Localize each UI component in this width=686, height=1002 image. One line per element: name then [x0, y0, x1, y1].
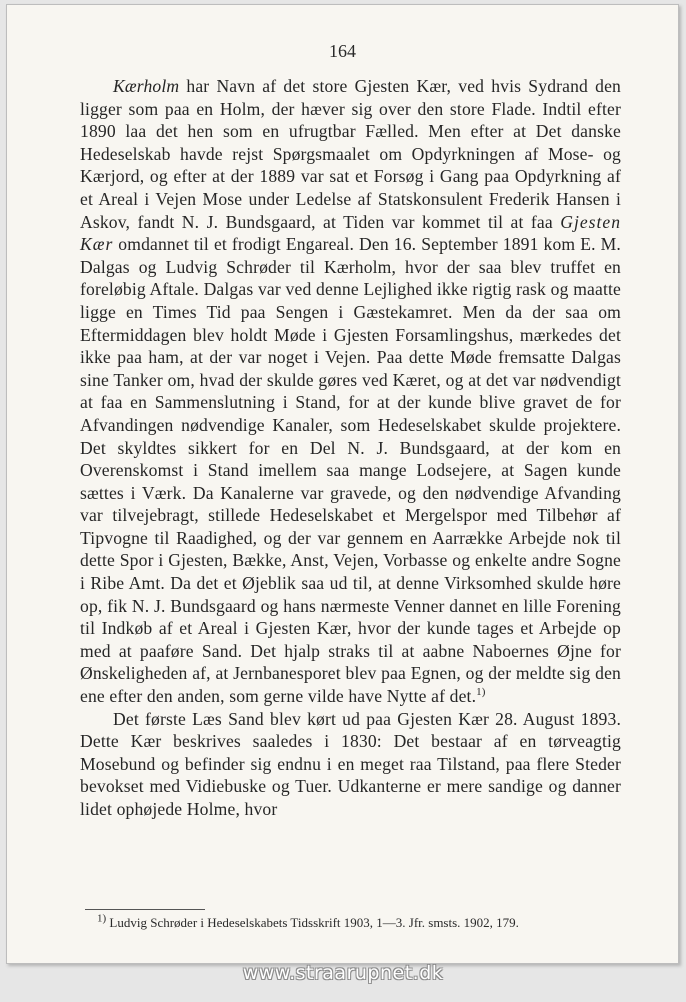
footnote-mark: 1) [97, 912, 107, 925]
paragraph-1 [80, 75, 621, 708]
page-number: 164 [329, 41, 356, 61]
footnote-reference: 1) [476, 686, 486, 699]
footnote-divider [85, 909, 205, 910]
paragraph-1-lead: Kærholm [113, 76, 180, 96]
paragraph-1-text-a: har Navn af det store Gjesten Kær, ved hvis Sydrand den ligger som paa en Holm, der hæver sig over den store Flade. Indtil efter 1890 laa det hen som en ufrugtbar Fælled. Men efter at Det danske Hedeselskab havde rejst Spørgsmaalet om Opdyrkningen af Mose- og Kærjord, og efter at der 1889 var sat et Forsøg i Gang paa Opdyrkning af et Areal i Vejen Mose under Ledelse af Statskonsulent Frederik Hansen i Askov, fandt N. J. Bundsgaard, at Tiden var kommet til at faa [80, 76, 621, 232]
book-page [6, 4, 679, 964]
paragraph-2: Det første Læs Sand blev kørt ud paa Gjesten Kær 28. August 1893. Dette Kær beskrives saaledes i 1830: Det bestaar af en tørveagtig Mosebund og befinder sig endnu i en meget raa Tilstand, paa flere Steder bevokset med Vidiebuske og Tuer. Udkanterne er mere sandige og danner lidet ophøjede Holme, hvor [80, 708, 621, 819]
footnote [85, 914, 625, 931]
body-text [80, 75, 621, 821]
site-watermark: www.straarupnet.dk [242, 962, 444, 984]
paragraph-1-emphasis: Gjesten Kær [80, 211, 621, 255]
footnote-text: Ludvig Schrøder i Hedeselskabets Tidsskrift 1903, 1—3. Jfr. smsts. 1902, 179. [106, 915, 519, 930]
paragraph-1-text-b: omdannet til et frodigt Engareal. Den 16. September 1891 kom E. M. Dalgas og Ludvig Schrøder til Kærholm, hvor der saa blev truffet en foreløbig Aftale. Dalgas var ved denne Lejlighed ikke rigtig rask og maatte ligge en Times Tid paa Sengen i Gæstekamret. Men da der saa om Eftermiddagen blev holdt Møde i Gjesten Forsamlingshus, mærkedes det ikke paa ham, at der var noget i Vejen. Paa dette Møde fremsatte Dalgas sine Tanker om, hvad der skulde gøres ved Kæret, og at det var nødvendigt at faa en Sammenslutning i Stand, for at der kunde blive gravet de for Afvandingen nødvendige Kanaler, som Hedeselskabet skulde projektere. Det skyldtes sikkert for en Del N. J. Bundsgaard, at der kom en Overenskomst i Stand imellem saa mange Lodsejere, at Sagen kunde sættes i Værk. Da Kanalerne var gravede, og den nødvendige Afvanding var tilvejebragt, stillede Hedeselskabet et Mergelspor med Tilbehør af Tipvogne til Raadighed, og der var gennem en Aarrække Arbejde nok til dette Spor i Gjesten, Bække, Anst, Vejen, Vorbasse og enkelte andre Sogne i Ribe Amt. Da det et Øjeblik saa ud til, at denne Virksomhed skulde høre op, fik N. J. Bundsgaard og hans nærmeste Venner dannet en lille Forening til Indkøb af et Areal i Gjesten Kær, hvor der kunde tages et Arbejde op med at paaføre Sand. Det hjalp straks til at aabne Naboernes Øjne for Ønskeligheden af, at Jernbanesporet blev paa Egnen, og der meldte sig den ene efter den anden, som gerne vilde have Nytte af det. [80, 234, 621, 707]
